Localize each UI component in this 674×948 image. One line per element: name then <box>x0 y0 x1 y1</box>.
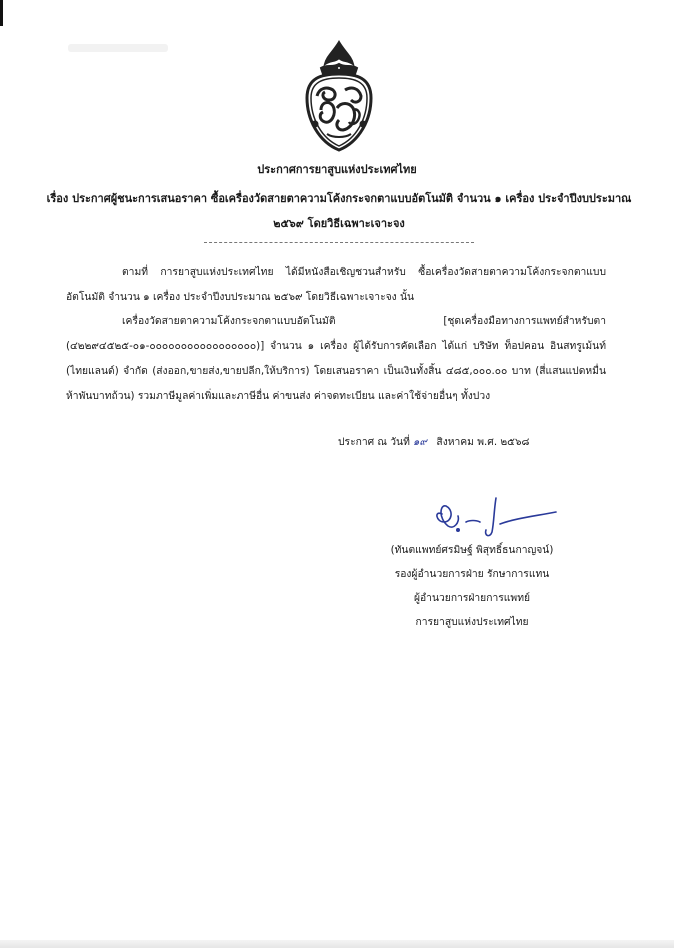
announcement-title: ประกาศการยาสูบแห่งประเทศไทย <box>257 163 417 176</box>
announcement-date <box>338 433 529 450</box>
date-day-handwritten: ๑๙ <box>412 436 427 448</box>
signatory-organization: การยาสูบแห่งประเทศไทย <box>415 616 529 628</box>
signatory-position-2: ผู้อำนวยการฝ่ายการแพทย์ <box>413 592 531 604</box>
signatory-position-1: รองผู้อำนวยการฝ่าย รักษาการแทน <box>394 568 550 580</box>
body-paragraph-1: ตามที่ การยาสูบแห่งประเทศไทย ได้มีหนังสือเชิญชวนสำหรับ ซื้อเครื่องวัดสายตาความโค้งกระจกตาแบบอัตโนมัติ จำนวน ๑ เครื่อง ประจำปีงบประมาณ ๒๕๖๙ โดยวิธีเฉพาะเจาะจง นั้น <box>66 266 606 303</box>
faint-header-mark <box>68 44 168 52</box>
date-month-year: สิงหาคม พ.ศ. ๒๕๖๘ <box>436 436 530 448</box>
date-prefix: ประกาศ ณ วันที่ <box>338 436 410 448</box>
handwritten-signature <box>420 492 560 540</box>
thai-tobacco-emblem-logo <box>297 38 381 156</box>
binder-mark <box>0 0 3 26</box>
title-divider <box>204 242 474 243</box>
body-paragraph-2: เครื่องวัดสายตาความโค้งกระจกตาแบบอัตโนมัติ [ชุดเครื่องมือทางการแพทย์สำหรับตา (๔๒๒๙๔๕๒๕-๐๑-๐๐๐๐๐๐๐๐๐๐๐๐๐๐๐๐๐)] จำนวน ๑ เครื่อง ผู้ได้รับการคัดเลือก ได้แก่ บริษัท ท็อปคอน อินสทรูเม้นท์ (ไทยแลนด์) จำกัด (ส่งออก,ขายส่ง,ขายปลีก,ให้บริการ) โดยเสนอราคา เป็นเงินทั้งสิ้น ๔๘๕,๐๐๐.๐๐ บาท (สี่แสนแปดหมื่นห้าพันบาทถ้วน) รวมภาษีมูลค่าเพิ่มและภาษีอื่น ค่าขนส่ง ค่าจดทะเบียน และค่าใช้จ่ายอื่นๆ ทั้งปวง <box>66 315 606 402</box>
announcement-subject: เรื่อง ประกาศผู้ชนะการเสนอราคา ซื้อเครื่องวัดสายตาความโค้งกระจกตาแบบอัตโนมัติ จำนวน ๑ เครื่อง ประจำปีงบประมาณ ๒๕๖๙ โดยวิธีเฉพาะเจาะจง <box>46 192 632 230</box>
signatory-name: (ทันตแพทย์ศรมิษฐ์ พิสุทธิ์ธนกาญจน์) <box>390 544 554 556</box>
page-bottom-edge <box>0 940 674 948</box>
